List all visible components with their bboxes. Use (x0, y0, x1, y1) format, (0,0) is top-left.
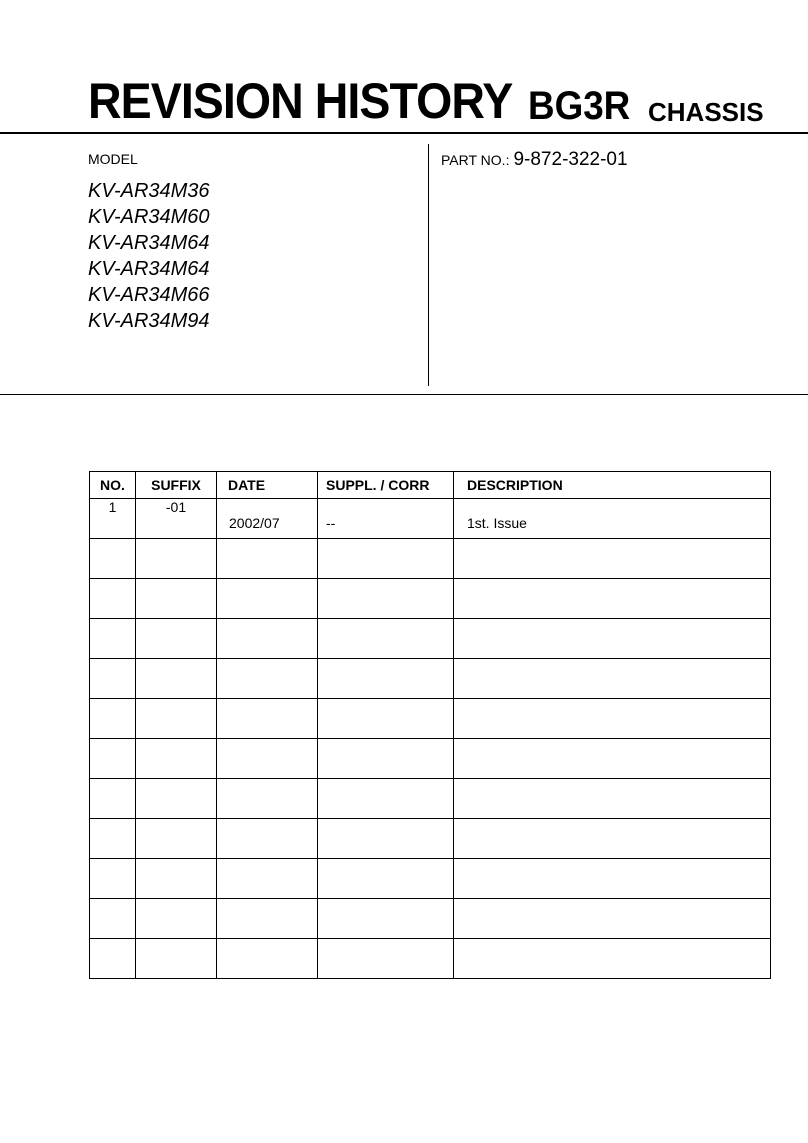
cell-suffix (136, 819, 217, 859)
cell-description (454, 659, 771, 699)
cell-suppl-corr (318, 579, 454, 619)
table-row (90, 899, 771, 939)
column-header-description: DESCRIPTION (454, 472, 771, 499)
cell-no (90, 899, 136, 939)
cell-no (90, 539, 136, 579)
table-row (90, 499, 771, 539)
model-list (88, 178, 210, 334)
model-item: KV-AR34M36 (88, 180, 210, 202)
model-item: KV-AR34M64 (88, 232, 210, 254)
vertical-divider (428, 144, 429, 386)
cell-no (90, 579, 136, 619)
cell-date (217, 939, 318, 979)
cell-suffix (136, 859, 217, 899)
cell-suppl-corr (318, 859, 454, 899)
cell-no (90, 739, 136, 779)
table-row (90, 739, 771, 779)
cell-no (90, 819, 136, 859)
model-item: KV-AR34M66 (88, 284, 210, 306)
cell-date (217, 859, 318, 899)
table-row (90, 859, 771, 899)
table-row (90, 579, 771, 619)
cell-description (454, 539, 771, 579)
revision-table (89, 471, 771, 979)
cell-suppl-corr (318, 779, 454, 819)
table-row (90, 779, 771, 819)
part-number-value: 9-872-322-01 (513, 149, 628, 170)
cell-description (454, 779, 771, 819)
cell-description (454, 699, 771, 739)
cell-suffix (136, 739, 217, 779)
cell-date (217, 619, 318, 659)
cell-suppl-corr: -- (318, 499, 454, 539)
cell-suffix (136, 659, 217, 699)
cell-suppl-corr (318, 659, 454, 699)
cell-suppl-corr (318, 739, 454, 779)
cell-date (217, 819, 318, 859)
cell-suppl-corr (318, 939, 454, 979)
cell-no (90, 779, 136, 819)
cell-suffix (136, 779, 217, 819)
cell-suppl-corr (318, 699, 454, 739)
cell-date (217, 539, 318, 579)
column-header-no: NO. (90, 472, 136, 499)
table-row (90, 619, 771, 659)
model-item: KV-AR34M94 (88, 310, 210, 332)
cell-no (90, 619, 136, 659)
cell-no (90, 659, 136, 699)
cell-date (217, 779, 318, 819)
cell-date (217, 579, 318, 619)
table-row (90, 539, 771, 579)
cell-suppl-corr (318, 619, 454, 659)
part-number (441, 150, 628, 169)
model-item: KV-AR34M60 (88, 206, 210, 228)
cell-date (217, 659, 318, 699)
table-row (90, 819, 771, 859)
cell-suppl-corr (318, 899, 454, 939)
column-header-suppl-corr: SUPPL. / CORR (318, 472, 454, 499)
cell-description (454, 859, 771, 899)
cell-no (90, 859, 136, 899)
cell-date (217, 699, 318, 739)
cell-suffix (136, 619, 217, 659)
cell-suppl-corr (318, 539, 454, 579)
model-label: MODEL (88, 151, 138, 167)
cell-no (90, 939, 136, 979)
cell-date: 2002/07 (217, 499, 318, 539)
cell-date (217, 739, 318, 779)
chassis-code: BG3R (528, 84, 631, 128)
part-number-label: PART NO.: (441, 152, 510, 168)
cell-description (454, 619, 771, 659)
cell-no: 1 (90, 499, 136, 539)
cell-no (90, 699, 136, 739)
section-rule (0, 394, 808, 395)
cell-suffix (136, 579, 217, 619)
cell-description: 1st. Issue (454, 499, 771, 539)
cell-description (454, 579, 771, 619)
cell-description (454, 899, 771, 939)
cell-suppl-corr (318, 819, 454, 859)
column-header-date: DATE (217, 472, 318, 499)
chassis-label: CHASSIS (648, 97, 764, 127)
page-title: REVISION HISTORY (88, 73, 513, 129)
cell-suffix (136, 939, 217, 979)
cell-date (217, 899, 318, 939)
cell-description (454, 739, 771, 779)
column-header-suffix: SUFFIX (136, 472, 217, 499)
table-row (90, 939, 771, 979)
cell-description (454, 819, 771, 859)
revision-table-body (90, 499, 771, 979)
header-rule (0, 132, 808, 134)
cell-suffix: -01 (136, 499, 217, 539)
cell-suffix (136, 699, 217, 739)
cell-description (454, 939, 771, 979)
cell-suffix (136, 539, 217, 579)
table-header-row (90, 472, 771, 499)
model-item: KV-AR34M64 (88, 258, 210, 280)
table-row (90, 659, 771, 699)
cell-suffix (136, 899, 217, 939)
table-row (90, 699, 771, 739)
